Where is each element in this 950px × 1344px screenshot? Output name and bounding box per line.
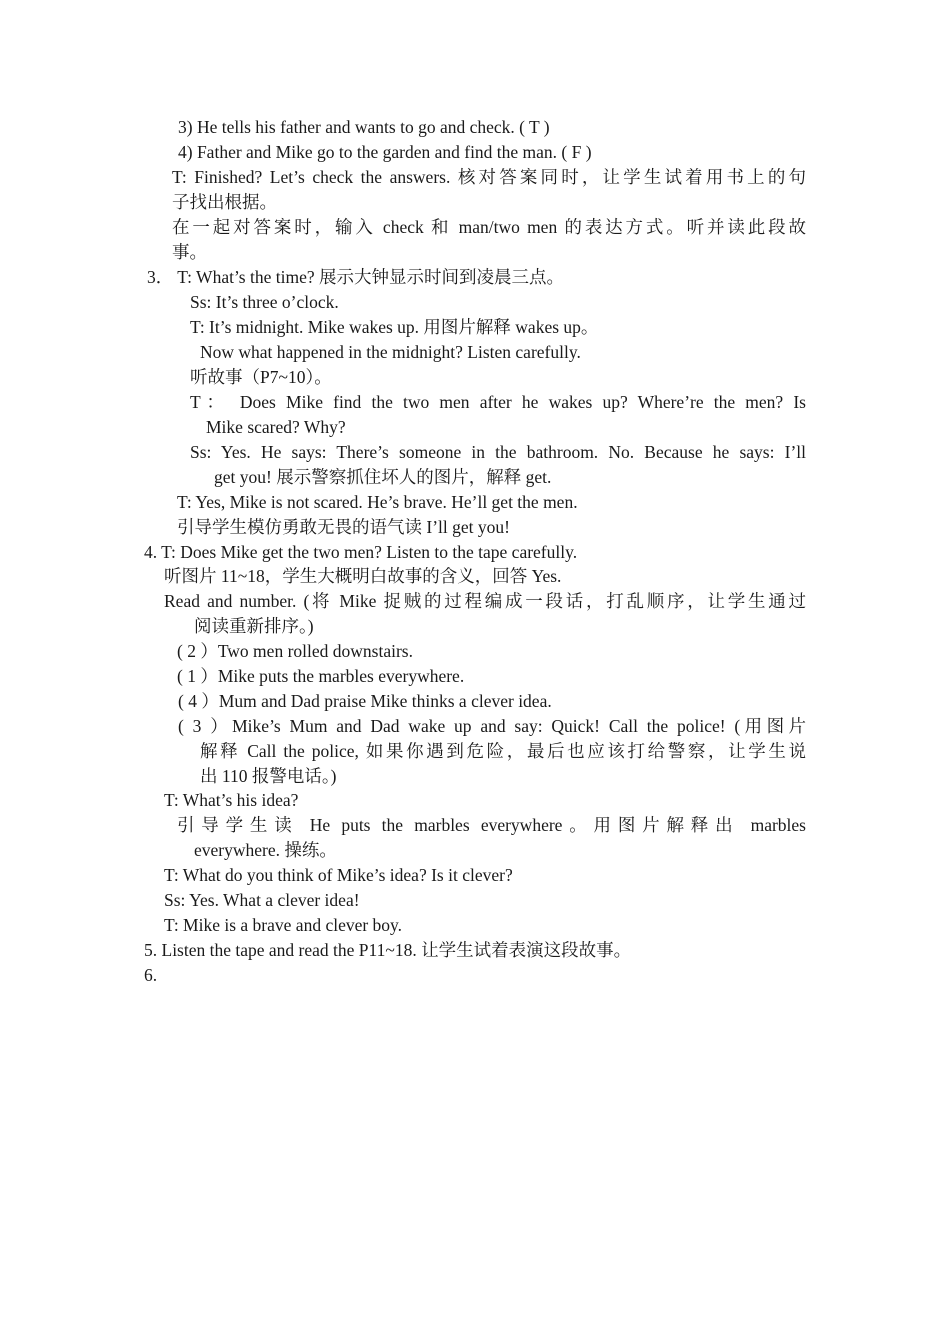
text-line: 3) He tells his father and wants to go and check. ( T ) bbox=[178, 117, 550, 137]
text-line: 6. bbox=[144, 965, 158, 985]
text-line: T： Does Mike find the two men after he wakes up? Where’re the men? Is bbox=[190, 392, 806, 412]
text-line: T: What’s his idea? bbox=[164, 790, 299, 810]
text-line: T: It’s midnight. Mike wakes up. 用图片解释 wakes up。 bbox=[190, 317, 599, 337]
text-line: Now what happened in the midnight? Listen carefully. bbox=[200, 342, 581, 362]
text-line: Ss: Yes. What a clever idea! bbox=[164, 890, 360, 910]
text-line: 引导学生模仿勇敢无畏的语气读 I’ll get you! bbox=[177, 517, 510, 537]
text-line: 出 110 报警电话。) bbox=[200, 766, 337, 786]
text-line: Ss: Yes. He says: There’s someone in the bathroom. No. Because he says: I’ll bbox=[190, 442, 806, 462]
text-line: 4) Father and Mike go to the garden and find the man. ( F ) bbox=[178, 142, 592, 162]
text-line: 听故事（P7~10）。 bbox=[190, 367, 332, 387]
text-line: 3． T: What’s the time? 展示大钟显示时间到凌晨三点。 bbox=[147, 267, 564, 287]
text-line: 在一起对答案时，输入 check 和 man/two men 的表达方式。听并读此段故 bbox=[172, 217, 806, 237]
text-line: T: Yes, Mike is not scared. He’s brave. He’ll get the men. bbox=[177, 492, 578, 512]
text-line: 4. T: Does Mike get the two men? Listen to the tape carefully. bbox=[144, 542, 578, 562]
text-line: T: Mike is a brave and clever boy. bbox=[164, 915, 403, 935]
text-line: Mike scared? Why? bbox=[206, 417, 346, 437]
text-line: 解释 Call the police, 如果你遇到危险，最后也应该打给警察，让学生说 bbox=[200, 741, 806, 761]
text-line: get you! 展示警察抓住坏人的图片，解释 get. bbox=[214, 467, 552, 487]
text-line: Read and number. (将 Mike 捉贼的过程编成一段话，打乱顺序，让学生通过 bbox=[164, 591, 806, 611]
text-line: ( 3 ）Mike’s Mum and Dad wake up and say: Quick! Call the police! (用图片 bbox=[178, 716, 806, 736]
text-line: T: What do you think of Mike’s idea? Is it clever? bbox=[164, 865, 513, 885]
text-line: 阅读重新排序。) bbox=[194, 616, 314, 636]
text-line: 事。 bbox=[172, 242, 207, 262]
text-line: ( 1 ）Mike puts the marbles everywhere. bbox=[177, 666, 465, 686]
text-line: T: Finished? Let’s check the answers. 核对答案同时，让学生试着用书上的句 bbox=[172, 167, 806, 187]
text-line: 子找出根据。 bbox=[172, 192, 277, 212]
text-line: everywhere. 操练。 bbox=[194, 840, 337, 860]
text-line: ( 2 ）Two men rolled downstairs. bbox=[177, 641, 413, 661]
text-line: ( 4 ）Mum and Dad praise Mike thinks a clever idea. bbox=[178, 691, 552, 711]
text-line: Ss: It’s three o’clock. bbox=[190, 292, 339, 312]
text-line: 5. Listen the tape and read the P11~18. 让学生试着表演这段故事。 bbox=[144, 940, 632, 960]
text-line: 引导学生读 He puts the marbles everywhere。用图片解释出 marbles bbox=[177, 815, 806, 835]
text-line: 听图片 11~18，学生大概明白故事的含义，回答 Yes. bbox=[164, 566, 562, 586]
